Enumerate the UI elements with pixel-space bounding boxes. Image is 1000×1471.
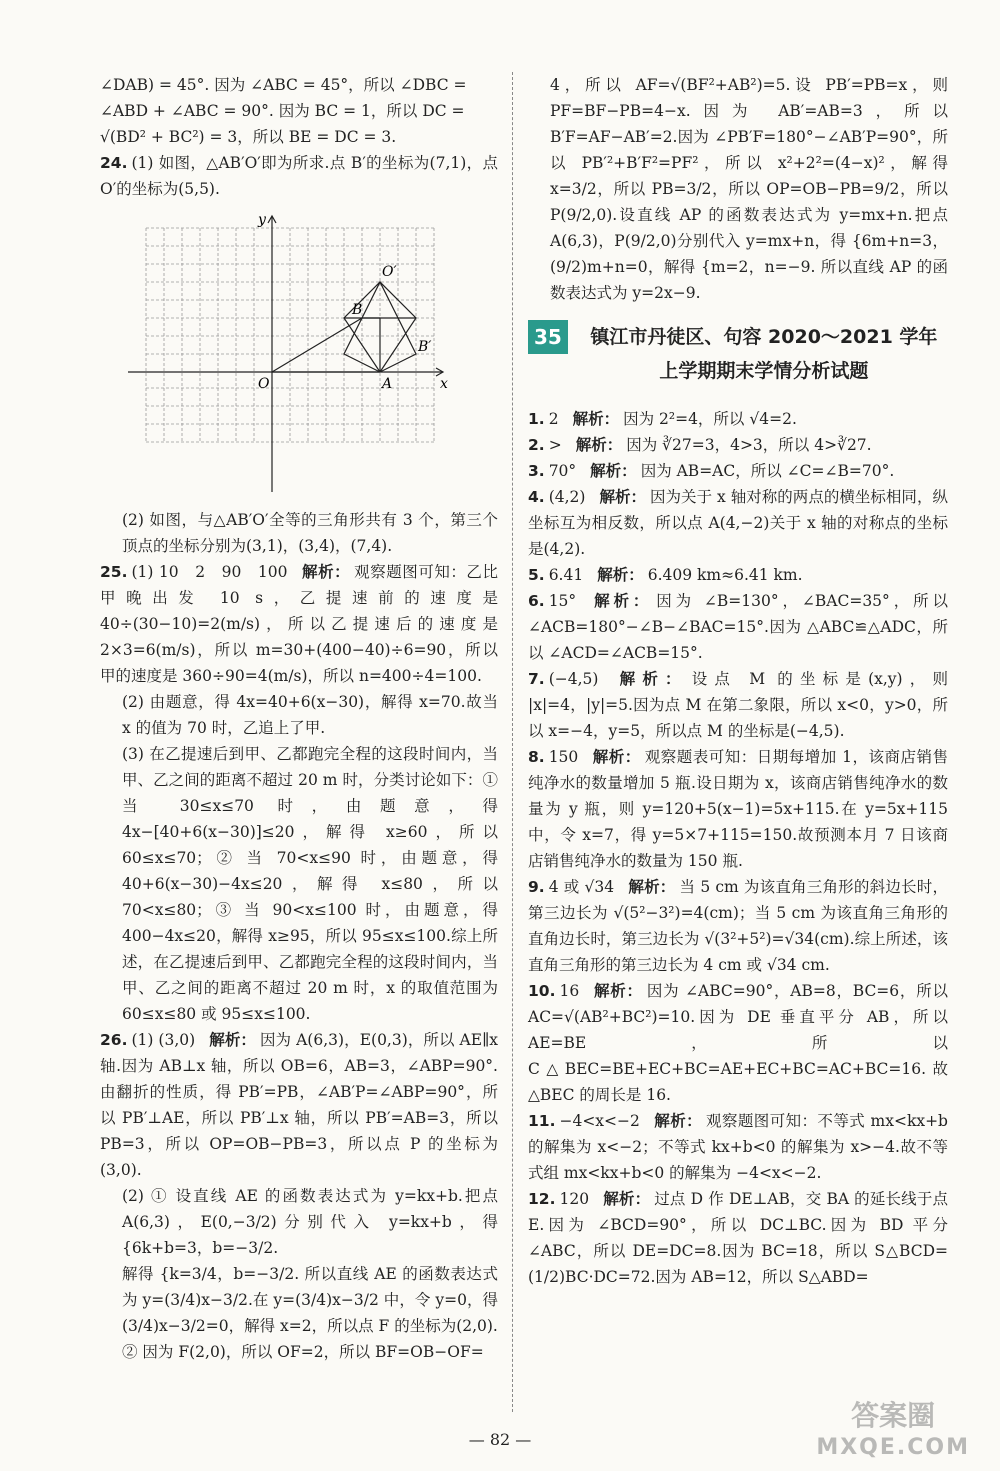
grid-svg — [118, 208, 458, 493]
answer-item-text: 因为 2²=4，所以 √4=2. — [623, 410, 797, 428]
answer-item-jiexi: 解析： — [593, 982, 643, 1000]
section-header — [528, 320, 948, 388]
answer-item-text: 设点 M 的坐标是(x,y)，则 |x|=4，|y|=5.因为点 M 在第二象限，所以 x<0，y>0，所以 x=−4，y=5，所以点 M 的坐标是(−4,5). — [528, 670, 948, 740]
answer-item-number: 7. — [528, 670, 545, 688]
label-b: B — [352, 302, 363, 318]
axes — [128, 216, 443, 492]
answer-item-number: 12. — [528, 1190, 556, 1208]
answer-item-text: 观察题图可知：不等式 mx<kx+b 的解集为 x<−2；不等式 kx+b<0 的解集为 x>−4.故不等式组 mx<kx+b<0 的解集为 −4<x<−2. — [528, 1112, 948, 1182]
q26-part3: 解得 {k=3/4，b=−3/2. 所以直线 AE 的函数表达式为 y=(3/4)x−3/2.在 y=(3/4)x−3/2 中，令 y=0，得 (3/4)x−3/2=0，解得 x=2，所以点 F 的坐标为(2,0). — [122, 1265, 498, 1335]
q25-number: 25. — [100, 563, 128, 581]
answer-item-answer: 2 — [548, 410, 559, 428]
section-title: 镇江市丹徒区、句容 2020～2021 学年 上学期期末学情分析试题 — [590, 326, 938, 382]
answer-item-answer: 15° — [548, 592, 577, 610]
answer-item-jiexi: 解析： — [590, 462, 637, 480]
q26-part1: 26. (1) (3,0) 解析： 因为 A(6,3)，E(0,3)，所以 AE∥x 轴.因为 AB⊥x 轴，所以 OB=6，AB=3，∠ABP=90°.由翻折的性质，得 PB′=PB，∠AB′P=∠ABP=90°，所以 PB′⊥AE，所以 PB′⊥x 轴，所以 PB′=AB=3，所以 PB=3，所以 OP=OB−PB=3，所以点 P 的坐标为(3,0). — [100, 1031, 498, 1179]
section-number: 35 — [528, 320, 568, 354]
answer-item-jiexi: 解析： — [628, 878, 676, 896]
q26-number: 26. — [100, 1031, 128, 1049]
answer-item — [528, 744, 948, 874]
answer-item-text: 因为 ∠B=130°，∠BAC=35°，所以 ∠ACB=180°−∠B−∠BAC=15°.因为 △ABC≌△ADC，所以 ∠ACD=∠ACB=15°. — [528, 592, 948, 662]
answer-item — [528, 432, 948, 458]
answer-item-number: 1. — [528, 410, 545, 428]
watermark-logo: 答案圈 MXQE.COM — [816, 1399, 970, 1460]
q26-jiexi: 解析： — [209, 1031, 256, 1049]
label-o-prime: O′ — [382, 264, 397, 280]
q25-part2: (2) 由题意，得 4x=40+6(x−30)，解得 x=70.故当 x 的值为 70 时，乙追上了甲. — [122, 693, 498, 737]
answer-item-answer: 4 或 √34 — [548, 878, 615, 896]
answer-item-text: 因为 AB=AC，所以 ∠C=∠B=70°. — [640, 462, 895, 480]
intro-line: ∠ABD + ∠ABC = 90°. 因为 BC = 1，所以 DC = — [100, 102, 465, 120]
answer-item-jiexi: 解析： — [612, 670, 688, 688]
axis-y-label: y — [258, 212, 266, 228]
intro-line: √(BD² + BC²) = 3，所以 BE = DC = 3. — [100, 128, 397, 146]
coordinate-grid-figure — [118, 208, 498, 501]
answer-item — [528, 484, 948, 562]
label-o: O — [258, 376, 270, 392]
answer-item-jiexi: 解析： — [603, 1190, 651, 1208]
answer-item — [528, 874, 948, 978]
answer-item — [528, 978, 948, 1108]
q24-number: 24. — [100, 154, 128, 172]
answer-list — [528, 406, 948, 1290]
answer-item-text: 观察题表可知：日期每增加 1，该商店销售纯净水的数量增加 5 瓶.设日期为 x，该商店销售纯净水的数量为 y 瓶，则 y=120+5(x−1)=5x+115.在 y=5x+115 中，令 x=7，得 y=5×7+115=150.故预测本月 7 日该商店销售纯净水的数量为 150 瓶. — [528, 748, 948, 870]
grid-lines — [146, 228, 434, 442]
answer-item-answer: −4<x<−2 — [559, 1112, 640, 1130]
q25-answer: (1) 10 2 90 100 — [131, 563, 288, 581]
answer-item — [528, 588, 948, 666]
answer-item — [528, 1108, 948, 1186]
answer-item-answer: (−4,5) — [548, 670, 599, 688]
answer-item-answer: 70° — [548, 462, 577, 480]
q26-part2: (2) ① 设直线 AE 的函数表达式为 y=kx+b.把点 A(6,3)，E(0,−3/2)分别代入 y=kx+b，得 {6k+b=3，b=−3/2. — [122, 1187, 498, 1257]
answer-item-text: 过点 D 作 DE⊥AB，交 BA 的延长线于点 E.因为 ∠BCD=90°，所以 DC⊥BC.因为 BD 平分 ∠ABC，所以 DE=DC=8.因为 BC=18，所以 S△BCD=(1/2)BC·DC=72.因为 AB=12，所以 S△ABD= — [528, 1190, 948, 1286]
q24-part1: 24. (1) 如图，△AB′O′即为所求.点 B′的坐标为(7,1)，点 O′的坐标为(5,5). — [100, 154, 498, 198]
q25-part3: (3) 在乙提速后到甲、乙都跑完全程的这段时间内，当甲、乙之间的距离不超过 20 m 时，分类讨论如下：① 当 30≤x≤70 时，由题意，得 4x−[40+6(x−30)]≤20，解得 x≥60，所以 60≤x≤70；② 当 70<x≤90 时，由题意，得 40+6(x−30)−4x≤20，解得 x≤80，所以 70<x≤80；③ 当 90<x≤100 时，由题意，得 400−4x≤20，解得 x≥95，所以 95≤x≤100.综上所述，在乙提速后到甲、乙都跑完全程的这段时间内，当甲、乙之间的距离不超过 20 m 时，x 的取值范围为 60≤x≤80 或 95≤x≤100. — [122, 745, 498, 1023]
answer-item-jiexi: 解析： — [597, 566, 644, 584]
answer-item — [528, 666, 948, 744]
answer-item-answer: (4,2) — [548, 488, 586, 506]
q25-part1: 25. (1) 10 2 90 100 解析： 观察题图可知：乙比甲晚出发 10 s，乙提速前的速度是 40÷(30−10)=2(m/s)，所以乙提速后的速度是 2×3=6(m/s)，所以 m=30+(400−40)÷6=90，所以甲的速度是 360÷90=4(m/s)，所以 n=400÷4=100. — [100, 563, 498, 685]
answer-item — [528, 458, 948, 484]
answer-item-answer: 6.41 — [548, 566, 584, 584]
answer-item-answer: 120 — [559, 1190, 590, 1208]
answer-item — [528, 562, 948, 588]
answer-item-number: 6. — [528, 592, 545, 610]
q26-continuation: 4，所以 AF=√(BF²+AB²)=5.设 PB′=PB=x，则 PF=BF−PB=4−x.因为 AB′=AB=3，所以 B′F=AF−AB′=2.因为 ∠PB′F=180°−∠AB′P=90°，所以 PB′²+B′F²=PF²，所以 x²+2²=(4−x)²，解得 x=3/2，所以 PB=3/2，所以 OP=OB−PB=9/2，所以 P(9/2,0).设直线 AP 的函数表达式为 y=mx+n.把点 A(6,3)，P(9/2,0)分别代入 y=mx+n，得 {6m+n=3，(9/2)m+n=0，解得 {m=2，n=−9. 所以直线 AP 的函数表达式为 y=2x−9. — [550, 76, 948, 302]
answer-item-number: 11. — [528, 1112, 556, 1130]
answer-item-number: 9. — [528, 878, 545, 896]
answer-item-text: 因为 ∛27=3，4>3，所以 4>∛27. — [626, 436, 872, 454]
answer-item-number: 4. — [528, 488, 545, 506]
q25-jiexi: 解析： — [301, 563, 351, 581]
column-divider — [512, 72, 513, 1412]
answer-item-jiexi: 解析： — [599, 488, 647, 506]
axis-x-label: x — [440, 376, 448, 392]
intro-line: ∠DAB) = 45°. 因为 ∠ABC = 45°，所以 ∠DBC = — [100, 76, 467, 94]
answer-item-number: 3. — [528, 462, 545, 480]
answer-item-text: 因为关于 x 轴对称的两点的横坐标相同，纵坐标互为相反数，所以点 A(4,−2)关于 x 轴的对称点的坐标是(4,2). — [528, 488, 948, 558]
answer-item — [528, 1186, 948, 1290]
left-column — [100, 72, 498, 1365]
answer-item-answer: 16 — [559, 982, 580, 1000]
answer-item-answer: 150 — [548, 748, 579, 766]
q26-part4: ② 因为 F(2,0)，所以 OF=2，所以 BF=OB−OF= — [122, 1343, 484, 1361]
answer-item-jiexi: 解析： — [575, 436, 623, 454]
answer-item-jiexi: 解析： — [572, 410, 620, 428]
answer-item-number: 2. — [528, 436, 545, 454]
answer-item-number: 10. — [528, 982, 556, 1000]
answer-item-number: 8. — [528, 748, 545, 766]
answer-item-number: 5. — [528, 566, 545, 584]
answer-item — [528, 406, 948, 432]
answer-item-jiexi: 解析： — [592, 748, 641, 766]
q26-answer: (1) (3,0) — [131, 1031, 196, 1049]
label-a: A — [382, 376, 393, 392]
right-column — [528, 72, 948, 1290]
page-number: — 82 — — [468, 1430, 532, 1449]
answer-item-answer: > — [548, 436, 562, 454]
answer-item-jiexi: 解析： — [590, 592, 653, 610]
label-b-prime: B′ — [418, 339, 432, 355]
q24-part2: (2) 如图，与△AB′O′全等的三角形共有 3 个，第三个顶点的坐标分别为(3,1)，(3,4)，(7,4). — [122, 511, 498, 555]
answer-item-text: 6.409 km≈6.41 km. — [647, 566, 803, 584]
answer-item-text: 当 5 cm 为该直角三角形的斜边长时，第三边长为 √(5²−3²)=4(cm)；当 5 cm 为该直角三角形的直角边长时，第三边长为 √(3²+5²)=√34(cm).综上所述，该直角三角形的第三边长为 4 cm 或 √34 cm. — [528, 878, 948, 974]
answer-item-text: 因为 ∠ABC=90°，AB=8，BC=6，所以 AC=√(AB²+BC²)=10.因为 DE 垂直平分 AB，所以 AE=BE，所以 C△BEC=BE+EC+BC=AE+EC+BC=AC+BC=16.故 △BEC 的周长是 16. — [528, 982, 948, 1104]
answer-item-jiexi: 解析： — [653, 1112, 703, 1130]
